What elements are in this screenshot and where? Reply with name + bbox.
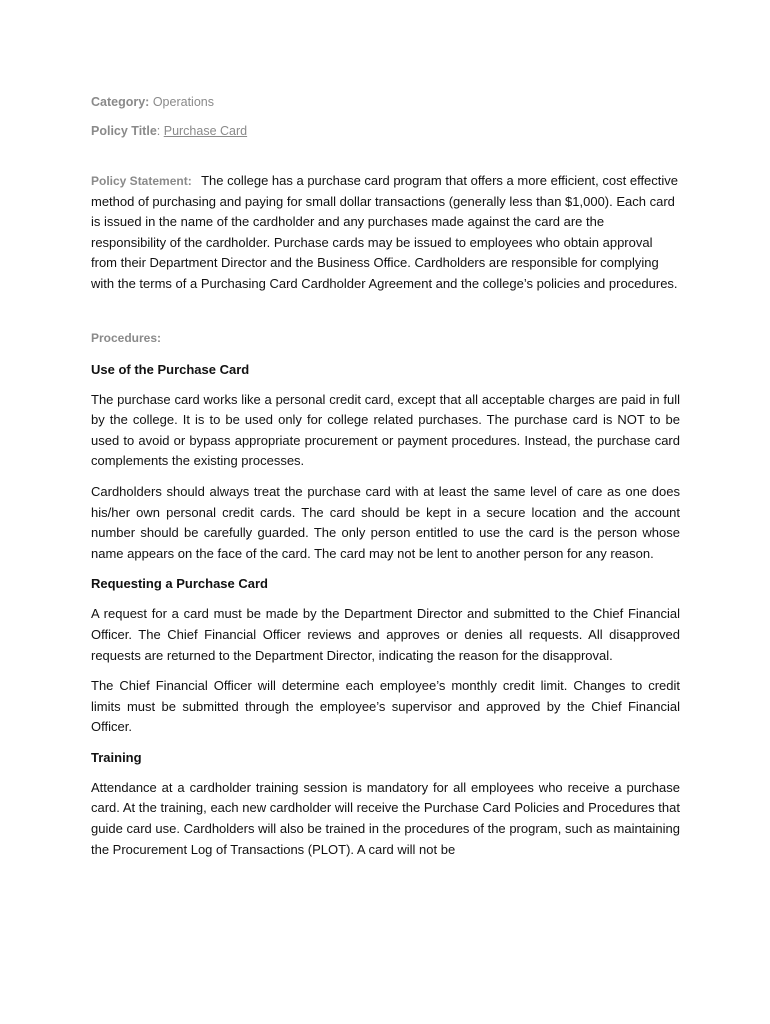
policy-title-link[interactable]: Purchase Card bbox=[163, 124, 248, 138]
section-heading: Requesting a Purchase Card bbox=[91, 576, 268, 592]
policy-title-colon: : bbox=[156, 124, 161, 138]
procedures-label: Procedures: bbox=[91, 330, 162, 345]
section-heading: Use of the Purchase Card bbox=[91, 361, 250, 377]
document-page bbox=[91, 93, 680, 870]
section-training bbox=[91, 748, 680, 860]
category-line bbox=[91, 93, 680, 111]
section-paragraph: Attendance at a cardholder training session is mandatory for all employees who receive a purchase card. At the training, each new cardholder will receive the Purchase Card Policies and Procedures that guide card use. Cardholders will also be trained in the procedures of the program, such as maintaining the Procurement Log of Transactions (PLOT). A card will not be bbox=[91, 779, 680, 857]
policy-title-label: Policy Title bbox=[91, 124, 157, 138]
section-heading: Training bbox=[91, 749, 142, 765]
section-paragraph: The Chief Financial Officer will determine each employee’s monthly credit limit. Changes to credit limits must be submitted through the employee’s supervisor and approved by the Chief Financial Officer. bbox=[91, 678, 680, 735]
policy-title-line bbox=[91, 122, 680, 140]
policy-statement-text: The college has a purchase card program that offers a more efficient, cost effective method of purchasing and paying for small dollar transactions (generally less than $1,000). Each card is issued in the name of the cardholder and any purchases made against the card are the responsibility of the cardholder. Purchase cards may be issued to employees who obtain approval from their Department Director and the Business Office. Cardholders are responsible for complying with the terms of a Purchasing Card Cardholder Agreement and the college’s policies and procedures. bbox=[91, 173, 679, 291]
section-paragraph: A request for a card must be made by the Department Director and submitted to the Chief Financial Officer. The Chief Financial Officer reviews and approves or denies all requests. All disapproved requests are returned to the Department Director, indicating the reason for the disapproval. bbox=[91, 606, 680, 663]
section-use bbox=[91, 360, 680, 565]
policy-statement-label: Policy Statement: bbox=[91, 174, 192, 188]
policy-statement bbox=[91, 171, 680, 295]
section-paragraph: The purchase card works like a personal credit card, except that all acceptable charges are paid in full by the college. It is to be used only for college related purchases. The purchase card is NOT to be used to avoid or bypass appropriate procurement or payment procedures. Instead, the purchase card complements the existing processes. bbox=[91, 391, 680, 469]
category-label: Category: bbox=[91, 95, 150, 109]
section-requesting bbox=[91, 574, 680, 738]
section-paragraph: Cardholders should always treat the purchase card with at least the same level of care as one does his/her own personal credit cards. The card should be kept in a secure location and the account number should be carefully guarded. The only person entitled to use the card is the person whose name appears on the face of the card. The card may not be lent to another person for any reason. bbox=[91, 483, 680, 561]
category-value: Operations bbox=[152, 95, 214, 109]
